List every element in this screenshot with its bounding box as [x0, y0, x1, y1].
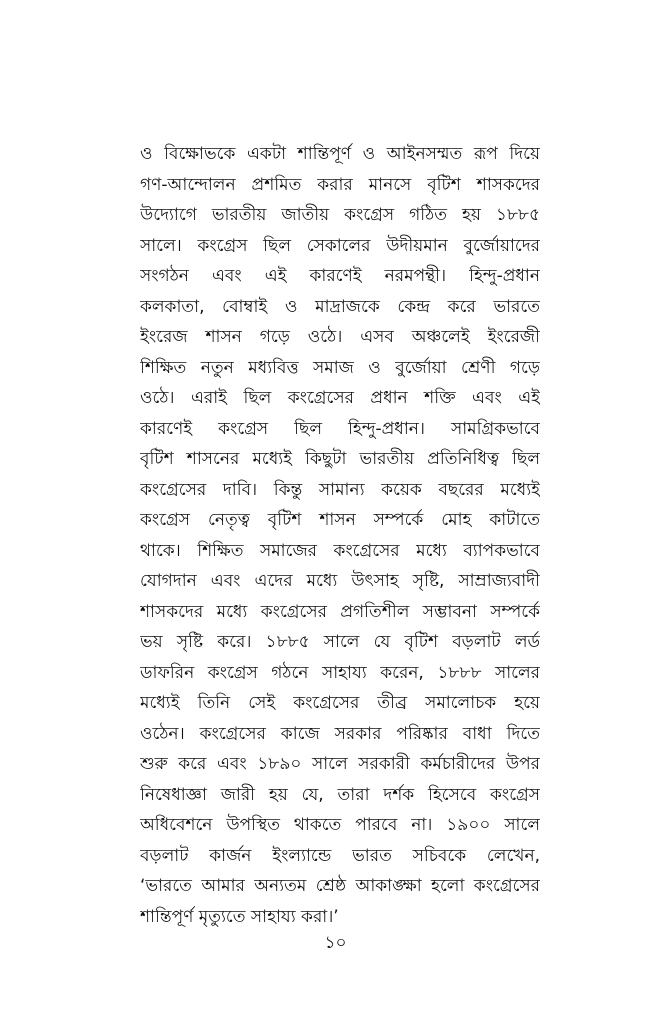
text-line: অধিবেশনে উপস্থিত থাকতে পারবে না। ১৯০০ সালে [140, 815, 540, 835]
text-line: কংগ্রেস নেতৃত্ব বৃটিশ শাসন সম্পর্কে মোহ কাটাতে [140, 510, 540, 530]
text-line: ‘ভারতে আমার অন্যতম শ্রেষ্ঠ আকাঙ্ক্ষা হলো কংগ্রেসের [140, 876, 540, 896]
text-line: বৃটিশ শাসনের মধ্যেই কিছুটা ভারতীয় প্রতিনিধিত্ব ছিল [140, 449, 540, 469]
text-line: থাকে। শিক্ষিত সমাজের কংগ্রেসের মধ্যে ব্যাপকভাবে [140, 540, 540, 561]
text-line: উদ্যোগে ভারতীয় জাতীয় কংগ্রেস গঠিত হয় ১৮৮৫ [140, 205, 540, 225]
text-line: ইংরেজ শাসন গড়ে ওঠে। এসব অঞ্চলেই ইংরেজী [140, 327, 540, 347]
text-line: শাসকদের মধ্যে কংগ্রেসের প্রগতিশীল সম্ভাবনা সম্পর্কে [140, 601, 540, 622]
text-line: কারণেই কংগ্রেস ছিল হিন্দু-প্রধান। সামগ্রিকভাবে [140, 418, 540, 439]
text-line: যোগদান এবং এদের মধ্যে উৎসাহ সৃষ্টি, সাম্রাজ্যবাদী [140, 571, 540, 591]
text-line: ও বিক্ষোভকে একটা শান্তিপূর্ণ ও আইনসম্মত রূপ দিয়ে [140, 144, 540, 164]
text-line: কলকাতা, বোম্বাই ও মাদ্রাজকে কেন্দ্র করে ভারতে [140, 296, 540, 317]
text-line: সালে। কংগ্রেস ছিল সেকালের উদীয়মান বুর্জোয়াদের [140, 235, 540, 256]
text-line: ভয় সৃষ্টি করে। ১৮৮৫ সালে যে বৃটিশ বড়লাট লর্ড [140, 632, 540, 652]
text-line: শিক্ষিত নতুন মধ্যবিত্ত সমাজ ও বুর্জোয়া শ্রেণী গড়ে [140, 357, 540, 378]
text-line: বড়লাট কার্জন ইংল্যান্ডে ভারত সচিবকে লেখেন, [140, 845, 540, 866]
text-line: মধ্যেই তিনি সেই কংগ্রেসের তীব্র সমালোচক হয়ে [140, 693, 540, 713]
text-line: কংগ্রেসের দাবি। কিন্তু সামান্য কয়েক বছরের মধ্যেই [140, 479, 540, 500]
text-line: শুরু করে এবং ১৮৯০ সালে সরকারী কর্মচারীদের উপর [140, 754, 540, 774]
page-number: ১০ [324, 933, 347, 953]
text-line: ওঠে। এরাই ছিল কংগ্রেসের প্রধান শক্তি এবং এই [140, 388, 540, 408]
text-line: ডাফরিন কংগ্রেস গঠনে সাহায্য করেন, ১৮৮৮ সালের [140, 662, 540, 683]
text-line: সংগঠন এবং এই কারণেই নরমপন্থী। হিন্দু-প্রধান [140, 266, 540, 286]
text-line: নিষেধাজ্ঞা জারী হয় যে, তারা দর্শক হিসেবে কংগ্রেস [140, 784, 540, 805]
body-paragraph [140, 139, 540, 932]
text-line: শান্তিপূর্ণ মৃত্যুতে সাহায্য করা।’ [140, 906, 339, 927]
text-line: গণ-আন্দোলন প্রশমিত করার মানসে বৃটিশ শাসকদের [140, 174, 540, 195]
text-line: ওঠেন। কংগ্রেসের কাজে সরকার পরিষ্কার বাধা দিতে [140, 723, 540, 744]
